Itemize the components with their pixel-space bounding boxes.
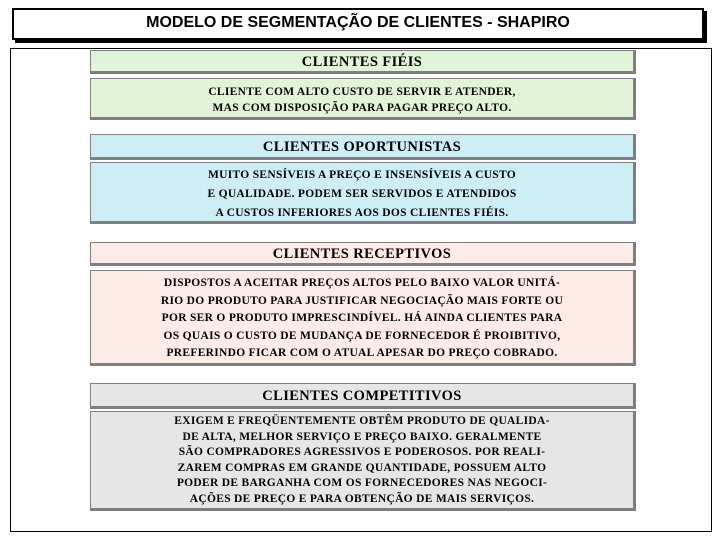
body-line: A CUSTOS INFERIORES AOS DOS CLIENTES FIÉIS.	[215, 207, 509, 219]
body-line: RIO DO PRODUTO PARA JUSTIFICAR NEGOCIAÇÃO MAIS FORTE OU	[160, 294, 564, 307]
section-header-receptivos: CLIENTES RECEPTIVOS	[90, 242, 636, 266]
title-box	[12, 8, 704, 40]
body-line: E QUALIDADE. PODEM SER SERVIDOS E ATENDIDOS	[207, 188, 517, 200]
section-body-oportunistas	[90, 162, 636, 224]
body-line: EXIGEM E FREQÜENTEMENTE OBTÊM PRODUTO DE QUALIDA-	[174, 415, 550, 427]
body-line: PREFERINDO FICAR COM O ATUAL APESAR DO PREÇO COBRADO.	[166, 347, 558, 359]
body-line: AÇÕES DE PREÇO E PARA OBTENÇÃO DE MAIS SERVIÇOS.	[189, 492, 535, 505]
section-header-oportunistas: CLIENTES OPORTUNISTAS	[90, 134, 636, 160]
body-line: PODER DE BARGANHA COM OS FORNECEDORES NAS NEGOCI-	[176, 477, 548, 489]
body-line: OS QUAIS O CUSTO DE MUDANÇA DE FORNECEDOR É PROIBITIVO,	[163, 329, 561, 342]
body-line: MUITO SENSÍVEIS A PREÇO E INSENSÍVEIS A CUSTO	[207, 169, 517, 181]
body-line: POR SER O PRODUTO IMPRESCINDÍVEL. HÁ AINDA CLIENTES PARA	[161, 312, 563, 324]
page-title: MODELO DE SEGMENTAÇÃO DE CLIENTES - SHAPIRO	[146, 14, 570, 31]
section-body-fieis	[90, 78, 636, 120]
body-line: SÃO COMPRADORES AGRESSIVOS E PODEROSOS. POR REALI-	[178, 446, 546, 458]
body-line: CLIENTE COM ALTO CUSTO DE SERVIR E ATENDER,	[208, 86, 516, 98]
section-body-competitivos	[90, 411, 636, 511]
body-line: DISPOSTOS A ACEITAR PREÇOS ALTOS PELO BAIXO VALOR UNITÁ-	[163, 277, 561, 289]
body-line: DE ALTA, MELHOR SERVIÇO E PREÇO BAIXO. GERALMENTE	[182, 430, 542, 443]
section-header-competitivos: CLIENTES COMPETITIVOS	[90, 383, 636, 409]
body-line: ZAREM COMPRAS EM GRANDE QUANTIDADE, POSSUEM ALTO	[177, 461, 547, 474]
section-header-fieis: CLIENTES FIÉIS	[90, 50, 636, 74]
section-body-receptivos	[90, 270, 636, 366]
body-line: MAS COM DISPOSIÇÃO PARA PAGAR PREÇO ALTO.	[212, 102, 512, 114]
